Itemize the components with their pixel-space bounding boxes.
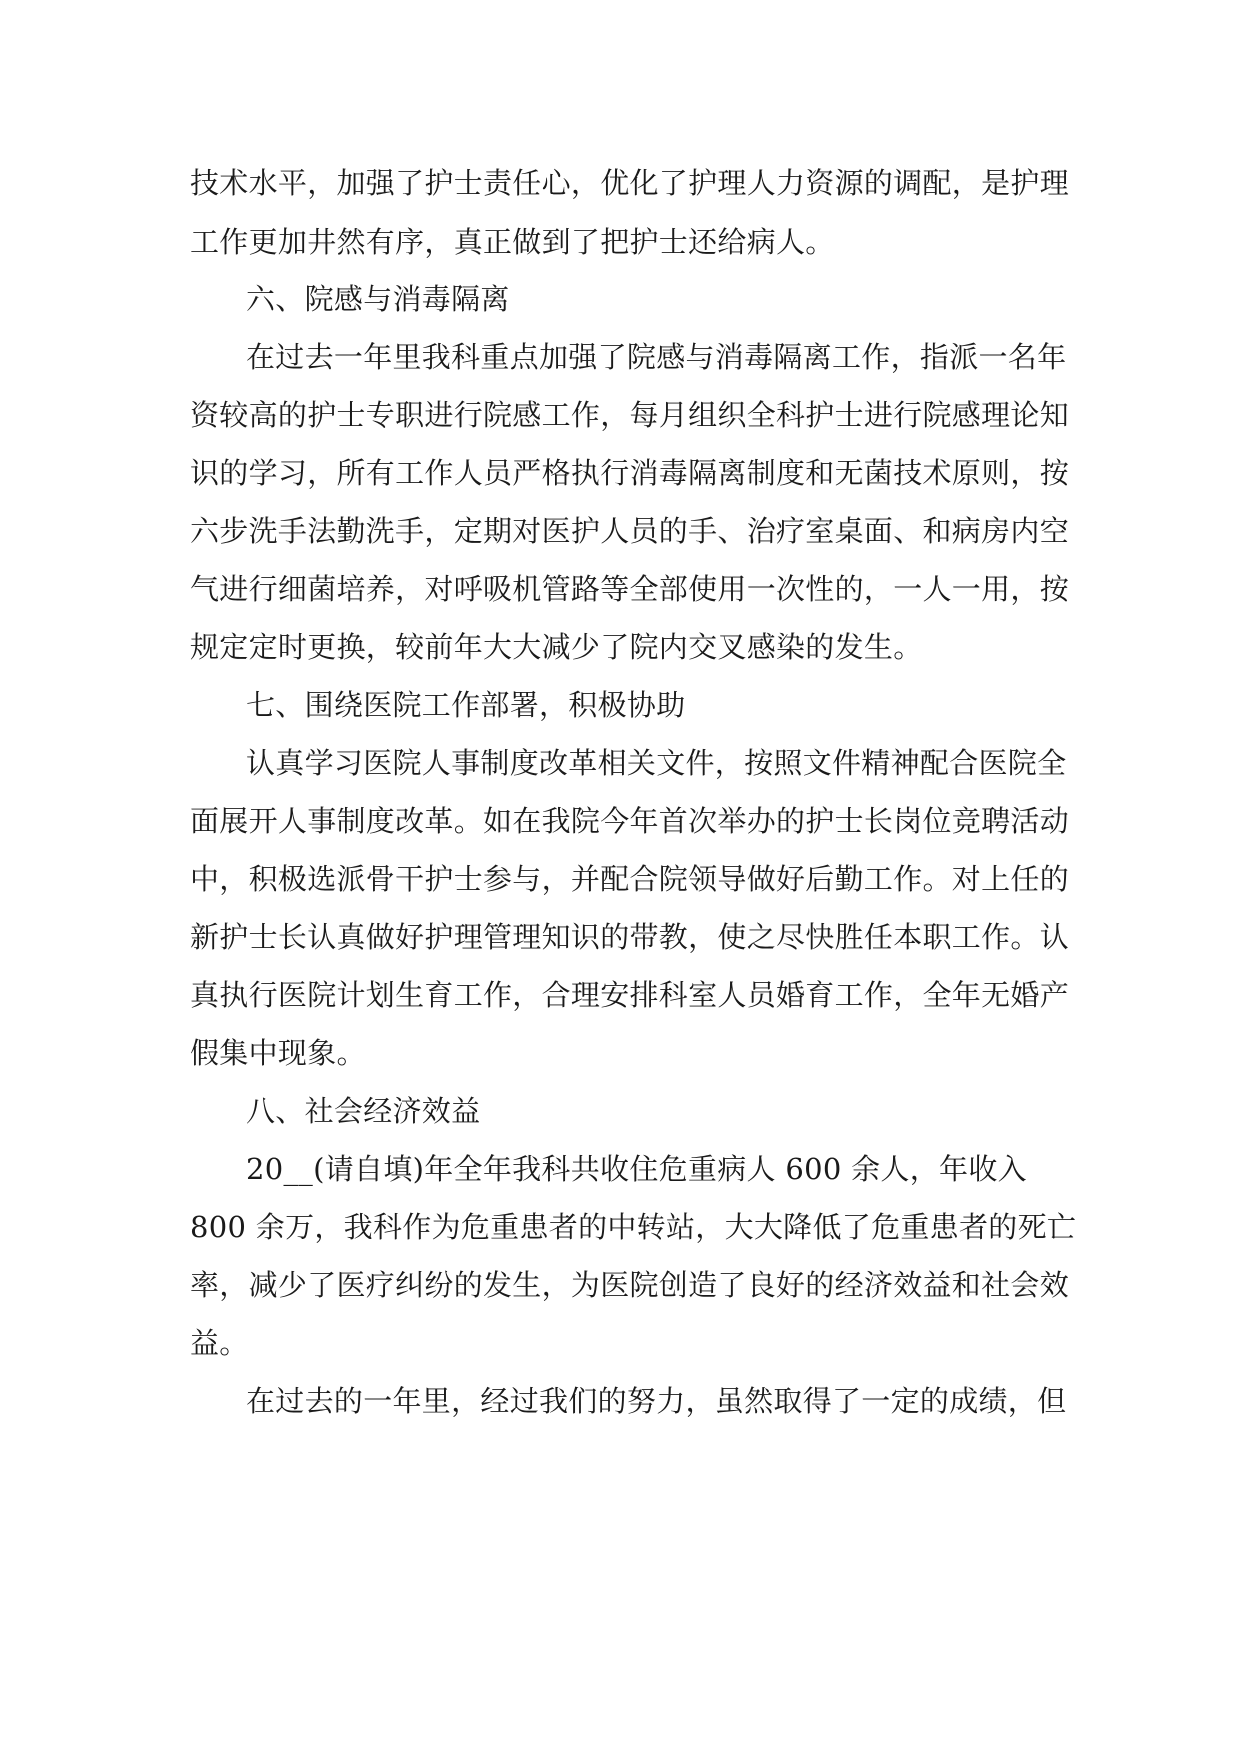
body-text-line: 800 余万，我科作为危重患者的中转站，大大降低了危重患者的死亡 xyxy=(190,1210,1077,1244)
body-text-line: 在过去一年里我科重点加强了院感与消毒隔离工作，指派一名年 xyxy=(246,340,1067,374)
body-text-line: 面展开人事制度改革。如在我院今年首次举办的护士长岗位竞聘活动 xyxy=(190,804,1070,838)
body-text-line: 工作更加井然有序，真正做到了把护士还给病人。 xyxy=(190,225,835,259)
body-text-line: 规定定时更换，较前年大大减少了院内交叉感染的发生。 xyxy=(190,630,923,664)
body-text-line: 益。 xyxy=(190,1326,249,1360)
section-heading: 七、围绕医院工作部署，积极协助 xyxy=(246,688,686,722)
body-text-line: 真执行医院计划生育工作，合理安排科室人员婚育工作，全年无婚产 xyxy=(190,978,1070,1012)
section-heading: 六、院感与消毒隔离 xyxy=(246,282,510,316)
body-text-line: 假集中现象。 xyxy=(190,1036,366,1070)
body-text-line: 在过去的一年里，经过我们的努力，虽然取得了一定的成绩，但 xyxy=(246,1384,1067,1418)
section-heading: 八、社会经济效益 xyxy=(246,1094,481,1128)
body-text-line: 率，减少了医疗纠纷的发生，为医院创造了良好的经济效益和社会效 xyxy=(190,1268,1070,1302)
body-text-line: 六步洗手法勤洗手，定期对医护人员的手、治疗室桌面、和病房内空 xyxy=(190,514,1070,548)
body-text-line: 20__(请自填)年全年我科共收住危重病人 600 余人，年收入 xyxy=(246,1152,1027,1186)
body-text-line: 技术水平，加强了护士责任心，优化了护理人力资源的调配，是护理 xyxy=(190,166,1070,200)
body-text-line: 气进行细菌培养，对呼吸机管路等全部使用一次性的，一人一用，按 xyxy=(190,572,1070,606)
body-text-line: 认真学习医院人事制度改革相关文件，按照文件精神配合医院全 xyxy=(246,746,1067,780)
body-text-line: 新护士长认真做好护理管理知识的带教，使之尽快胜任本职工作。认 xyxy=(190,920,1070,954)
body-text-line: 中，积极选派骨干护士参与，并配合院领导做好后勤工作。对上任的 xyxy=(190,862,1070,896)
body-text-line: 识的学习，所有工作人员严格执行消毒隔离制度和无菌技术原则，按 xyxy=(190,456,1070,490)
body-text-line: 资较高的护士专职进行院感工作，每月组织全科护士进行院感理论知 xyxy=(190,398,1070,432)
